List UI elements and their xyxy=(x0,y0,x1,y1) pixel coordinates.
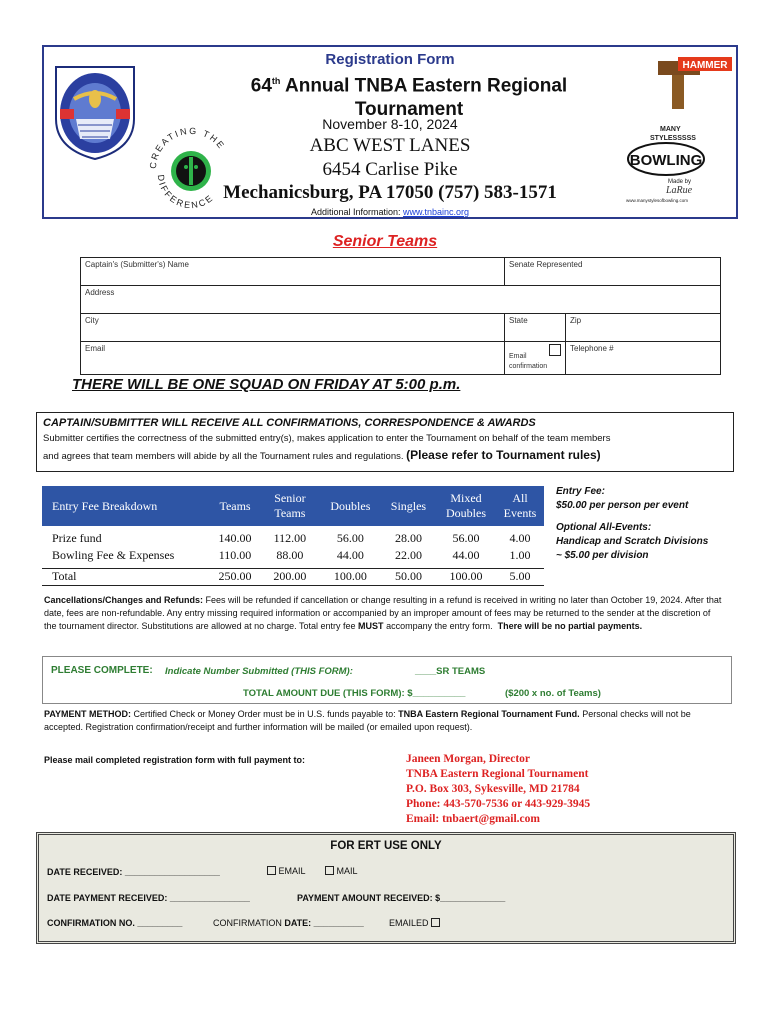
cancellation-policy: Cancellations/Changes and Refunds: Fees will be refunded if cancellation or change resulting in a refund is received in writing no later than October 19, 2024. After that date, fees are non-refundable. Any entry missing required information or accompanied by an improper amount of fees may be returned to the sender at the discretion of the tournament director. Substitutions are allowed at no charge. Total entry fee MUST accompany the entry form. There will be no partial payments. xyxy=(44,595,722,631)
hammer-logo-icon xyxy=(652,55,732,113)
header-box xyxy=(42,45,738,219)
emailed-option[interactable]: EMAILED xyxy=(389,918,440,928)
fee-table-header: Entry Fee Breakdown Teams Senior Teams Doubles Singles Mixed Doubles All Events xyxy=(42,486,544,526)
bowling-styles-logo-icon xyxy=(622,125,734,205)
svg-text:LaRue: LaRue xyxy=(666,185,693,196)
payment-method: PAYMENT METHOD: Certified Check or Money Order must be in U.S. funds payable to: TNBA Eastern Regional Tournament Fund. Personal checks will not be accepted. Registration confirmation/receipt and further information will be mailed (or emailed upon request). xyxy=(44,709,691,732)
director-email[interactable]: Email: tnbaert@gmail.com xyxy=(406,813,540,825)
website-link[interactable]: www.tnbainc.org xyxy=(403,207,470,217)
state-field[interactable]: State xyxy=(505,314,566,342)
captain-notice-text: Submitter certifies the correctness of the submitted entry(s), makes application to enter the Tournament on behalf of the team members and agrees that team members will abide by all the Tournament rules and regulations. (Please refer to Tournament rules) xyxy=(43,433,611,462)
svg-text:www.manystylesofbowling.com: www.manystylesofbowling.com xyxy=(626,198,689,203)
confirmation-date-field[interactable]: CONFIRMATION DATE: __________ xyxy=(213,918,364,928)
form-title: Registration Form xyxy=(325,51,455,68)
checkbox-icon[interactable] xyxy=(431,918,440,927)
email-field[interactable]: Email xyxy=(81,342,505,375)
ert-mail-option[interactable]: MAIL xyxy=(325,866,358,876)
svg-text:CREATING THE: CREATING THE xyxy=(148,125,228,170)
contact-info-table xyxy=(80,257,721,375)
date-received-field[interactable]: DATE RECEIVED: ___________________ xyxy=(47,867,220,877)
fee-breakdown-table xyxy=(42,486,544,586)
svg-text:DIFFERENCE: DIFFERENCE xyxy=(155,173,216,211)
ert-email-option[interactable]: EMAIL xyxy=(267,866,306,876)
mail-instructions: Please mail completed registration form with full payment to: xyxy=(44,755,306,765)
director-contact: Janeen Morgan, Director TNBA Eastern Regional Tournament P.O. Box 303, Sykesville, MD 21784 Phone: 443-570-7536 or 443-929-3945 Email: tnbaert@gmail.com xyxy=(406,753,591,825)
section-title: Senior Teams xyxy=(332,233,438,250)
tnba-logo-icon xyxy=(52,59,138,161)
payment-amount-field[interactable]: PAYMENT AMOUNT RECEIVED: $_____________ xyxy=(297,893,506,903)
total-amount-field[interactable]: TOTAL AMOUNT DUE (THIS FORM): $__________ xyxy=(243,688,466,699)
creating-difference-logo-icon xyxy=(148,125,234,213)
captain-name-field[interactable]: Captain's (Submitter's) Name xyxy=(81,258,505,286)
svg-text:MANY: MANY xyxy=(660,126,681,133)
email-confirmation-cell[interactable]: Email confirmation xyxy=(505,342,566,375)
svg-text:BOWLING: BOWLING xyxy=(629,152,703,169)
venue-city-phone: Mechanicsburg, PA 17050 (757) 583-1571 xyxy=(223,182,557,203)
address-field[interactable]: Address xyxy=(81,286,721,314)
svg-text:STYLESSSSS: STYLESSSSS xyxy=(650,135,696,142)
tournament-title: 64th Annual TNBA Eastern Regional Tournament xyxy=(250,75,568,121)
email-confirmation-checkbox[interactable] xyxy=(549,344,561,356)
squad-notice: THERE WILL BE ONE SQUAD ON FRIDAY AT 5:00 p.m. xyxy=(72,376,461,393)
zip-field[interactable]: Zip xyxy=(566,314,721,342)
entry-fee-note: Entry Fee: $50.00 per person per event Optional All-Events: Handicap and Scratch Divisions ~ $5.00 per division xyxy=(556,486,709,561)
table-row: Prize fund 140.00 112.00 56.00 28.00 56.00 4.00 xyxy=(52,531,531,545)
svg-text:HAMMER: HAMMER xyxy=(682,60,728,71)
checkbox-icon[interactable] xyxy=(325,866,334,875)
checkbox-icon[interactable] xyxy=(267,866,276,875)
city-field[interactable]: City xyxy=(81,314,505,342)
sr-teams-field[interactable]: ____SR TEAMS xyxy=(415,666,486,677)
svg-text:Made by: Made by xyxy=(668,179,692,185)
please-complete-box: PLEASE COMPLETE: Indicate Number Submitted (THIS FORM): ____SR TEAMS TOTAL AMOUNT DUE (THIS FORM): $__________ ($200 x no. of Teams) xyxy=(42,656,732,704)
telephone-field[interactable]: Telephone # xyxy=(566,342,721,375)
date-payment-field[interactable]: DATE PAYMENT RECEIVED: ________________ xyxy=(47,893,250,903)
confirmation-no-field[interactable]: CONFIRMATION NO. _________ xyxy=(47,918,183,928)
venue-address: 6454 Carlise Pike xyxy=(322,159,458,180)
table-total-row: Total 250.00 200.00 100.00 50.00 100.00 5.00 xyxy=(42,568,544,585)
captain-notice-box xyxy=(36,412,734,472)
ert-use-only-box: FOR ERT USE ONLY DATE RECEIVED: ___________________ EMAIL MAIL DATE PAYMENT RECEIVED: ________________ PAYMENT AMOUNT RECEIVED: $_____________ CONFIRMATION NO. _________ CONFIRMATION DATE: __________ EMAILED xyxy=(36,832,736,944)
table-row: Bowling Fee & Expenses 110.00 88.00 44.00 22.00 44.00 1.00 xyxy=(52,548,531,562)
additional-info: Additional Information: www.tnbainc.org xyxy=(310,207,470,217)
senate-field[interactable]: Senate Represented xyxy=(505,258,721,286)
captain-notice-title: CAPTAIN/SUBMITTER WILL RECEIVE ALL CONFIRMATIONS, CORRESPONDENCE & AWARDS xyxy=(43,417,536,429)
venue-name: ABC WEST LANES xyxy=(309,135,471,156)
tournament-dates: November 8-10, 2024 xyxy=(322,116,458,132)
